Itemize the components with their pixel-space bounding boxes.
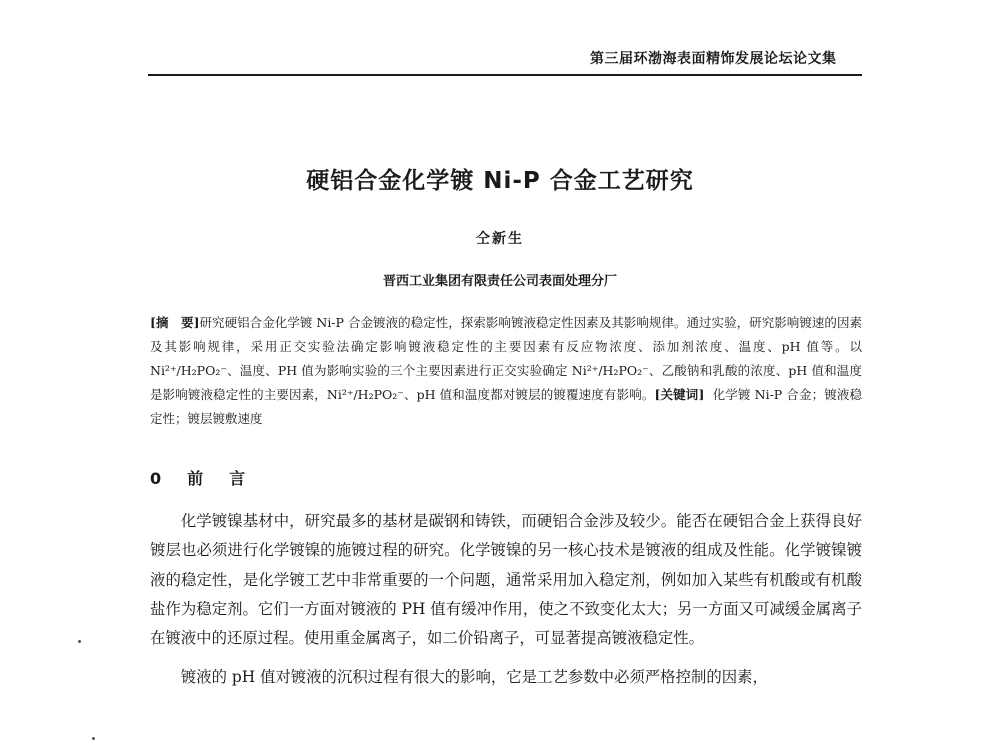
scan-artifact-dot	[92, 737, 95, 740]
running-header-title: 第三届环渤海表面精饰发展论坛论文集	[590, 51, 837, 67]
paper-title: 硬铝合金化学镀 Ni-P 合金工艺研究	[306, 168, 694, 194]
keywords-text: 化学镀 Ni-P 合金；镀液稳定性；镀层镀敷速度	[150, 387, 862, 426]
abstract-block	[150, 311, 862, 431]
body-paragraph-2: 镀液的 pH 值对镀液的沉积过程有很大的影响，它是工艺参数中必须严格控制的因素，	[180, 668, 768, 687]
section-heading-preface	[150, 466, 271, 489]
paper-author: 仝新生	[476, 231, 524, 247]
header-rule	[148, 74, 862, 76]
abstract-text: 研究硬铝合金化学镀 Ni-P 合金镀液的稳定性，探索影响镀液稳定性因素及其影响规律。通过实验，研究影响镀速的因素及其影响规律，采用正交实验法确定影响镀液稳定性的主要因素有反应物浓度、添加剂浓度、温度、pH 值等。以 Ni²⁺/H₂PO₂⁻、温度、PH 值为影响实验的三个主要因素进行正交实验确定 Ni²⁺/H₂PO₂⁻、乙酸钠和乳酸的浓度、pH 值和温度是影响镀液稳定性的主要因素，Ni²⁺/H₂PO₂⁻、pH 值和温度都对镀层的镀覆速度有影响。	[150, 315, 862, 402]
abstract-label: [摘 要]	[150, 315, 200, 330]
section-number: 0	[150, 469, 162, 488]
paper-affiliation: 晋西工业集团有限责任公司表面处理分厂	[382, 274, 617, 289]
keywords-label: [关键词]	[654, 387, 705, 402]
body-paragraph-1: 化学镀镍基材中，研究最多的基材是碳钢和铸铁，而硬铝合金涉及较少。能否在硬铝合金上获得良好镀层也必须进行化学镀镍的施镀过程的研究。化学镀镍的另一核心技术是镀液的组成及性能。化学镀镍镀液的稳定性，是化学镀工艺中非常重要的一个问题，通常采用加入稳定剂，例如加入某些有机酸或有机酸盐作为稳定剂。它们一方面对镀液的 PH 值有缓冲作用，使之不致变化太大；另一方面又可减缓金属离子在镀液中的还原过程。使用重金属离子，如二价铅离子，可显著提高镀液稳定性。	[150, 512, 862, 648]
scan-artifact-dot	[78, 640, 81, 643]
section-title-char-2: 言	[229, 469, 246, 488]
section-title-char-1: 前	[187, 469, 204, 488]
body-text	[150, 507, 862, 703]
